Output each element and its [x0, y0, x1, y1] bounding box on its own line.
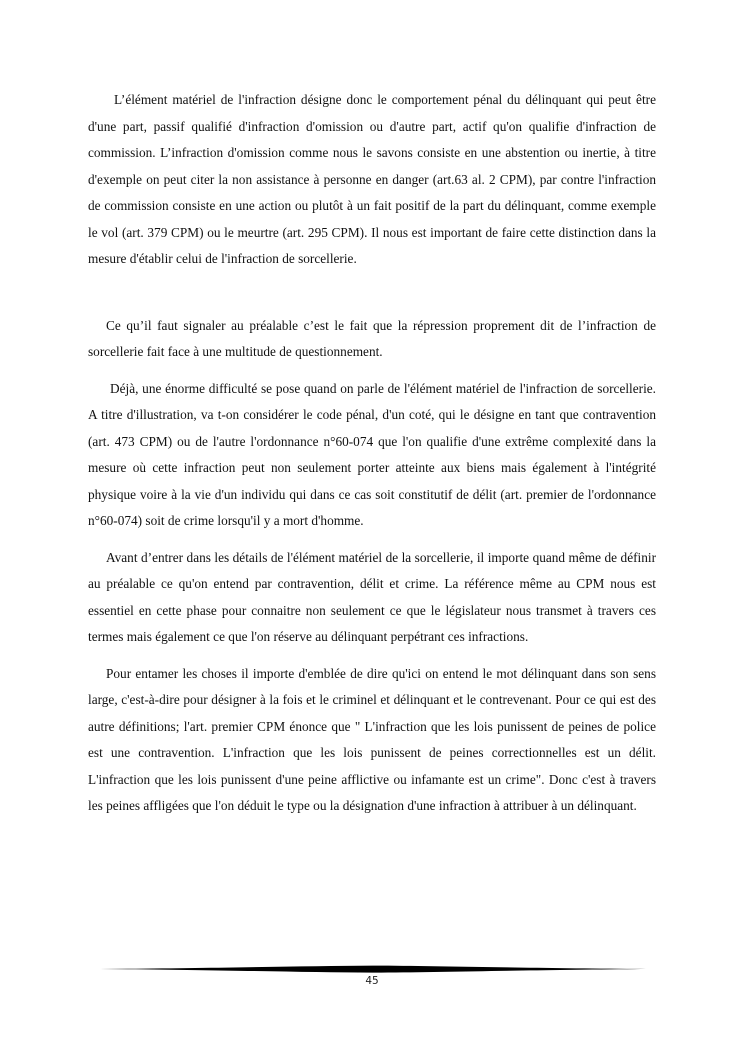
body-text [88, 87, 656, 820]
paragraph-difficulte: Déjà, une énorme difficulté se pose quand on parle de l'élément matériel de l'infraction de sorcellerie. A titre d'illustration, va t-on considérer le code pénal, d'un coté, qui le désigne en tant que contravention (art. 473 CPM) ou de l'autre l'ordonnance n°60-074 que l'on qualifie d'une extrême complexité dans la mesure où cette infraction peut non seulement porter atteinte aux biens mais également à l'intégrité physique voire à la vie d'un individu qui dans ce cas soit constitutif de délit (art. premier de l'ordonnance n°60-074) soit de crime lorsqu'il y a mort d'homme. [88, 380, 656, 528]
page-number: 45 [365, 975, 379, 987]
paragraph-definitions-cpm: Pour entamer les choses il importe d'emblée de dire qu'ici on entend le mot délinquant dans son sens large, c'est-à-dire pour désigner à la fois et le criminel et délinquant et le contrevenant. Pour ce qui est des autre définitions; l'art. premier CPM énonce que " L'infraction que les lois punissent de peines de police est une contravention. L'infraction que les lois punissent de peines correctionnelles est un délit. L'infraction que les lois punissent d'une peine afflictive ou infamante est un crime". Donc c'est à travers les peines affligées que l'on déduit le type ou la désignation d'une infraction à attribuer à un délinquant. [88, 665, 656, 813]
paragraph-element-materiel: L’élément matériel de l'infraction désigne donc le comportement pénal du délinquant qui peut être d'une part, passif qualifié d'infraction d'omission ou d'autre part, actif qu'on qualifie d'infraction de commission. L’infraction d'omission comme nous le savons consiste en une abstention ou inertie, à titre d'exemple on peut citer la non assistance à personne en danger (art.63 al. 2 CPM), par contre l'infraction de commission consiste en une action ou plutôt à un fait positif de la part du délinquant, comme exemple le vol (art. 379 CPM) ou le meurtre (art. 295 CPM). Il nous est important de faire cette distinction dans la mesure d'établir celui de l'infraction de sorcellerie. [88, 92, 656, 266]
footer-divider [100, 963, 646, 975]
footer-divider-stroke [100, 966, 646, 973]
paragraph-repression: Ce qu’il faut signaler au préalable c’est le fait que la répression proprement dit de l’infraction de sorcellerie fait face à une multitude de questionnement. [88, 317, 656, 359]
paragraph-definitions-intro: Avant d’entrer dans les détails de l'élément matériel de la sorcellerie, il importe quand même de définir au préalable ce qu'on entend par contravention, délit et crime. La référence même au CPM nous est essentiel en cette phase pour connaitre non seulement ce que le législateur nous transmet à travers ces termes mais également ce que l'on réserve au délinquant perpétrant ces infractions. [88, 549, 656, 644]
